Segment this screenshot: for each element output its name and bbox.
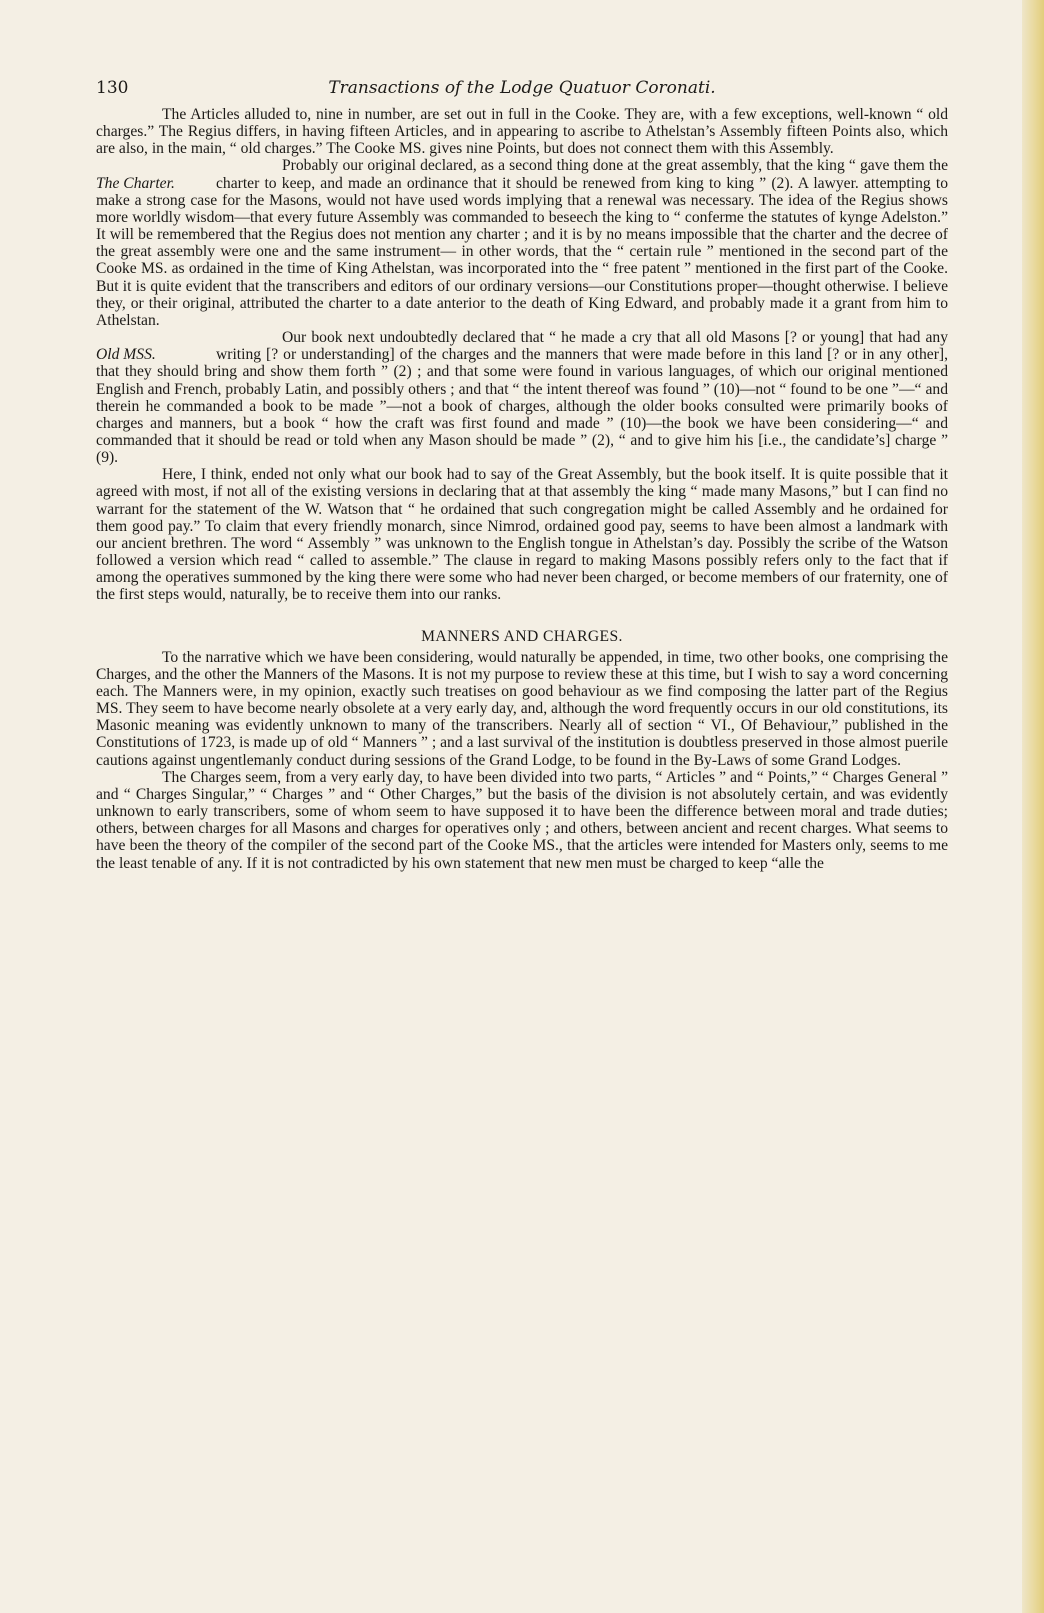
paragraph-manners: To the narrative which we have been considering, would naturally be appended, in time, two other books, one comprising the Charges, and the other the Manners of the Masons. It is not my purpose to review these at this time, but I wish to say a word concerning each. The Manners were, in my opinion, exactly such treatises on good behaviour as we find composing the latter part of the Regius MS. They seem to have become nearly obsolete at a very early day, and, although the word frequently occurs in our old constitutions, its Masonic meaning was evidently unknown to many of the transcribers. Nearly all of section “ VI., Of Behaviour,” published in the Constitutions of 1723, is made up of old “ Manners ” ; and a last survival of the institution is doubtless preserved in those almost puerile cautions against ungentlemanly conduct during sessions of the Grand Lodge, to be found in the By-Laws of some Grand Lodges. xyxy=(96,648,948,769)
margin-note-charter: The Charter. xyxy=(96,174,175,192)
book-page xyxy=(96,78,948,872)
paragraph-articles: The Articles alluded to, nine in number, are set out in full in the Cooke. They are, with a few exceptions, well-known “ old charges.” The Regius differs, in having fifteen Articles, and in appearing to ascribe to Athelstan’s Assembly fifteen Points also, which are also, in the main, “ old charges.” The Cooke MS. gives nine Points, but does not connect them with this Assembly. xyxy=(96,106,948,158)
paragraph-charges: The Charges seem, from a very early day, to have been divided into two parts, “ Articles ” and “ Points,” “ Charges General ” and “ Charges Singular,” “ Charges ” and “ Other Charges,” but the basis of the division is not absolutely certain, and was evidently unknown to early transcribers, some of whom seem to have supposed it to have been the difference between moral and trade duties; others, between charges for all Masons and charges for operatives only ; and others, between ancient and recent charges. What seems to have been the theory of the compiler of the second part of the Cooke MS., that the articles were intended for Masters only, seems to me the least tenable of any. If it is not contradicted by his own statement that new men must be charged to keep “alle the xyxy=(96,768,948,872)
running-title: Transactions of the Lodge Quatuor Coronati. xyxy=(328,78,716,98)
page-header xyxy=(96,78,948,106)
paragraph-charter: Probably our original declared, as a second thing done at the great assembly, that the king “ gave them the charter to keep, and made an ordinance that it should be renewed from king to king ” (2). A lawyer. attempting to make a strong case for the Masons, would not have used words implying that a renewal was necessary. The idea of the Regius shows more worldly wisdom—that every future Assembly was commanded to beseech the king to “ conferme the statutes of kynge Adelston.” It will be remembered that the Regius does not mention any charter ; and it is by no means impossible that the charter and the decree of the great assembly were one and the same instrument— in other words, that the “ certain rule ” mentioned in the second part of the Cooke MS. as ordained in the time of King Athelstan, was incorporated into the “ free patent ” mentioned in the first part of the Cooke. But it is quite evident that the transcribers and editors of our ordinary versions—our Constitutions proper—thought otherwise. I believe they, or their original, attributed the charter to a date anterior to the death of King Edward, and probably made it a grant from him to Athelstan. xyxy=(96,157,948,329)
paragraph-great-assembly: Here, I think, ended not only what our book had to say of the Great Assembly, but the book itself. It is quite possible that it agreed with most, if not all of the existing versions in declaring that at that assembly the king “ made many Masons,” but I can find no warrant for the statement of the W. Watson that “ he ordained that such congregation might be called Assembly and he ordained for them good pay.” To claim that every friendly monarch, since Nimrod, ordained good pay, seems to have been almost a landmark with our ancient brethren. The word “ Assembly ” was unknown to the English tongue in Athelstan’s day. Possibly the scribe of the Watson followed a version which read “ called to assemble.” The clause in regard to making Masons possibly refers only to the fact that if among the operatives summoned by the king there were some who had never been charged, or become members of our fraternity, one of the first steps would, naturally, be to receive them into our ranks. xyxy=(96,466,948,604)
body-text xyxy=(96,106,948,872)
margin-note-old-mss: Old MSS. xyxy=(96,346,156,364)
section-heading: MANNERS AND CHARGES. xyxy=(421,627,623,645)
paragraph-old-mss: Our book next undoubtedly declared that “ he made a cry that all old Masons [? or young] that had any writing [? or understanding] of the charges and the manners that were made before in this land [? or in any other], that they should bring and show them forth ” (2) ; and that some were found in various languages, of which our original mentioned English and French, probably Latin, and possibly others ; and that “ the intent thereof was found ” (10)—not “ found to be one ”—“ and therein he commanded a book to be made ”—not a book of charges, although the older books consulted were primarily books of charges and manners, but a book “ how the craft was first found and made ” (10)—the book we have been considering—“ and commanded that it should be read or told when any Mason should be made ” (2), “ and to give him his [i.e., the candidate’s] charge ” (9). xyxy=(96,329,948,467)
page-number: 130 xyxy=(96,78,129,98)
page-edge xyxy=(1022,0,1044,1613)
